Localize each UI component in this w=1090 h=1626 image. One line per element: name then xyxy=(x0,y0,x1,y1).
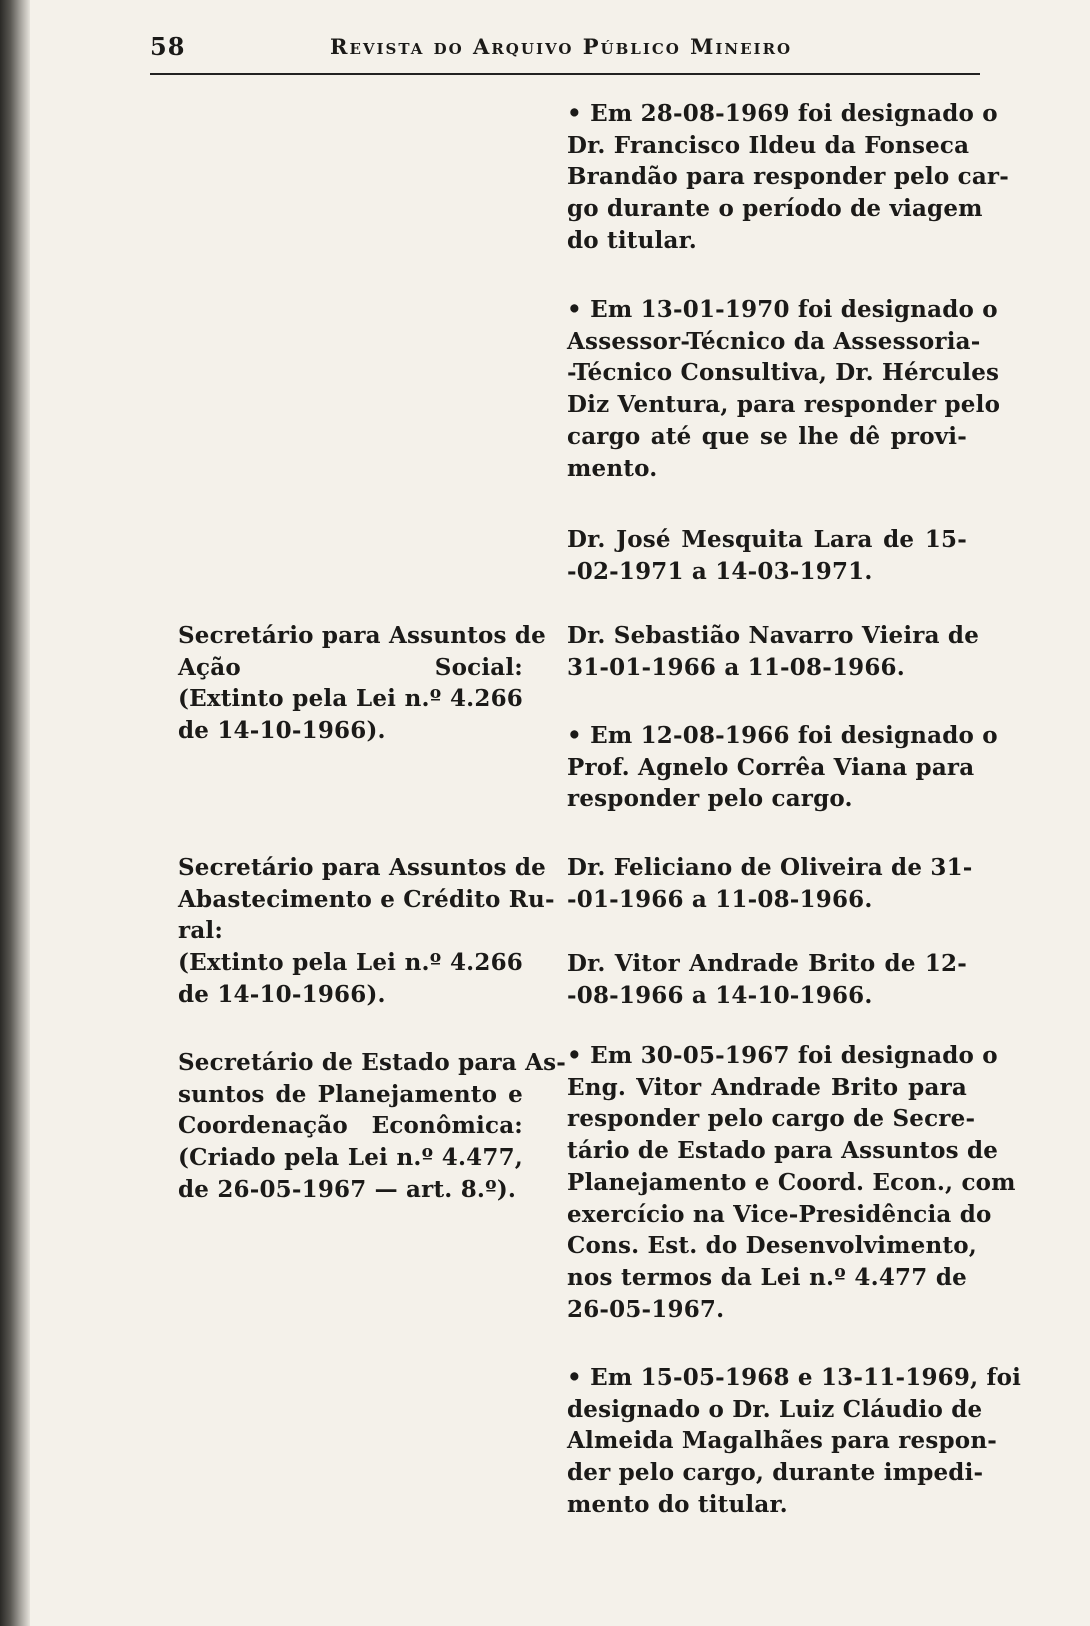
text-line: 31-01-1966 a 11-08-1966. xyxy=(567,653,905,681)
text-line: • Em 30-05-1967 foi designado o xyxy=(567,1042,998,1069)
text-line: ral: xyxy=(178,917,224,945)
running-title: Revista do Arquivo Público Mineiro xyxy=(330,34,793,59)
page-header xyxy=(150,28,980,68)
text-line: 26-05-1967. xyxy=(567,1295,725,1323)
text-line: • Em 15-05-1968 e 13-11-1969, foi xyxy=(567,1364,1022,1391)
text-line: • Em 12-08-1966 foi designado o xyxy=(567,722,998,749)
text-line: -02-1971 a 14-03-1971. xyxy=(567,557,873,585)
text-line: Abastecimento e Crédito Ru- xyxy=(178,885,555,913)
text-line: der pelo cargo, durante impedi- xyxy=(567,1459,984,1487)
text-line: -01-1966 a 11-08-1966. xyxy=(567,885,873,913)
header-rule xyxy=(150,73,980,75)
text-line: cargo até que se lhe dê provi- xyxy=(567,422,967,450)
left-entry-abastecimento xyxy=(178,852,555,1011)
text-line: responder pelo cargo de Secre- xyxy=(567,1105,976,1133)
text-line: Cons. Est. do Desenvolvimento, xyxy=(567,1232,977,1260)
right-entry-r5 xyxy=(567,720,998,815)
text-line: Dr. Francisco Ildeu da Fonseca xyxy=(567,131,970,159)
right-entry-r9 xyxy=(567,1362,1022,1521)
text-line: Secretário para Assuntos de xyxy=(178,622,546,649)
text-line: go durante o período de viagem xyxy=(567,195,983,223)
text-line: mento. xyxy=(567,454,658,482)
book-spine-shadow xyxy=(0,0,30,1626)
right-entry-r3 xyxy=(567,524,967,587)
right-entry-r2 xyxy=(567,294,1001,484)
right-entry-r8 xyxy=(567,1040,1016,1325)
text-line: Secretário de Estado para As- xyxy=(178,1049,567,1076)
text-line: Brandão para responder pelo car- xyxy=(567,163,1009,191)
text-line: • Em 13-01-1970 foi designado o xyxy=(567,296,998,323)
text-line: exercício na Vice-Presidência do xyxy=(567,1200,992,1228)
text-line: de 14-10-1966). xyxy=(178,717,386,745)
left-entry-planejamento xyxy=(178,1047,567,1206)
text-line: -Técnico Consultiva, Dr. Hércules xyxy=(567,359,1000,387)
text-line: Prof. Agnelo Corrêa Viana para xyxy=(567,753,975,781)
text-line: Almeida Magalhães para respon- xyxy=(567,1427,997,1455)
text-line: Dr. José Mesquita Lara de 15- xyxy=(567,526,967,553)
text-line: Secretário para Assuntos de xyxy=(178,854,546,881)
text-line: tário de Estado para Assuntos de xyxy=(567,1137,999,1165)
right-entry-r1 xyxy=(567,98,1009,257)
text-line: (Criado pela Lei n.º 4.477, xyxy=(178,1144,523,1172)
text-line: de 26-05-1967 — art. 8.º). xyxy=(178,1175,517,1203)
text-line: • Em 28-08-1969 foi designado o xyxy=(567,100,998,127)
text-line: Dr. Feliciano de Oliveira de 31- xyxy=(567,854,973,881)
text-line: do titular. xyxy=(567,226,697,254)
text-line: Ação Social: xyxy=(178,653,523,681)
text-line: Diz Ventura, para responder pelo xyxy=(567,391,1001,419)
text-line: mento do titular. xyxy=(567,1490,788,1518)
text-line: suntos de Planejamento e xyxy=(178,1080,523,1108)
right-entry-r6 xyxy=(567,852,973,915)
text-line: (Extinto pela Lei n.º 4.266 xyxy=(178,949,523,977)
left-entry-acao-social xyxy=(178,620,546,747)
right-entry-r7 xyxy=(567,948,967,1011)
text-line: (Extinto pela Lei n.º 4.266 xyxy=(178,685,523,713)
text-line: Assessor-Técnico da Assessoria- xyxy=(567,327,981,355)
text-line: Coordenação Econômica: xyxy=(178,1112,523,1140)
text-line: Dr. Sebastião Navarro Vieira de xyxy=(567,622,980,649)
text-line: Planejamento e Coord. Econ., com xyxy=(567,1168,1016,1196)
text-line: Dr. Vitor Andrade Brito de 12- xyxy=(567,950,967,977)
text-line: -08-1966 a 14-10-1966. xyxy=(567,981,873,1009)
text-line: Eng. Vitor Andrade Brito para xyxy=(567,1073,967,1101)
text-line: nos termos da Lei n.º 4.477 de xyxy=(567,1263,967,1291)
page-number: 58 xyxy=(150,32,186,61)
text-line: designado o Dr. Luiz Cláudio de xyxy=(567,1395,983,1423)
text-line: responder pelo cargo. xyxy=(567,785,853,813)
text-line: de 14-10-1966). xyxy=(178,980,386,1008)
right-entry-r4 xyxy=(567,620,980,683)
